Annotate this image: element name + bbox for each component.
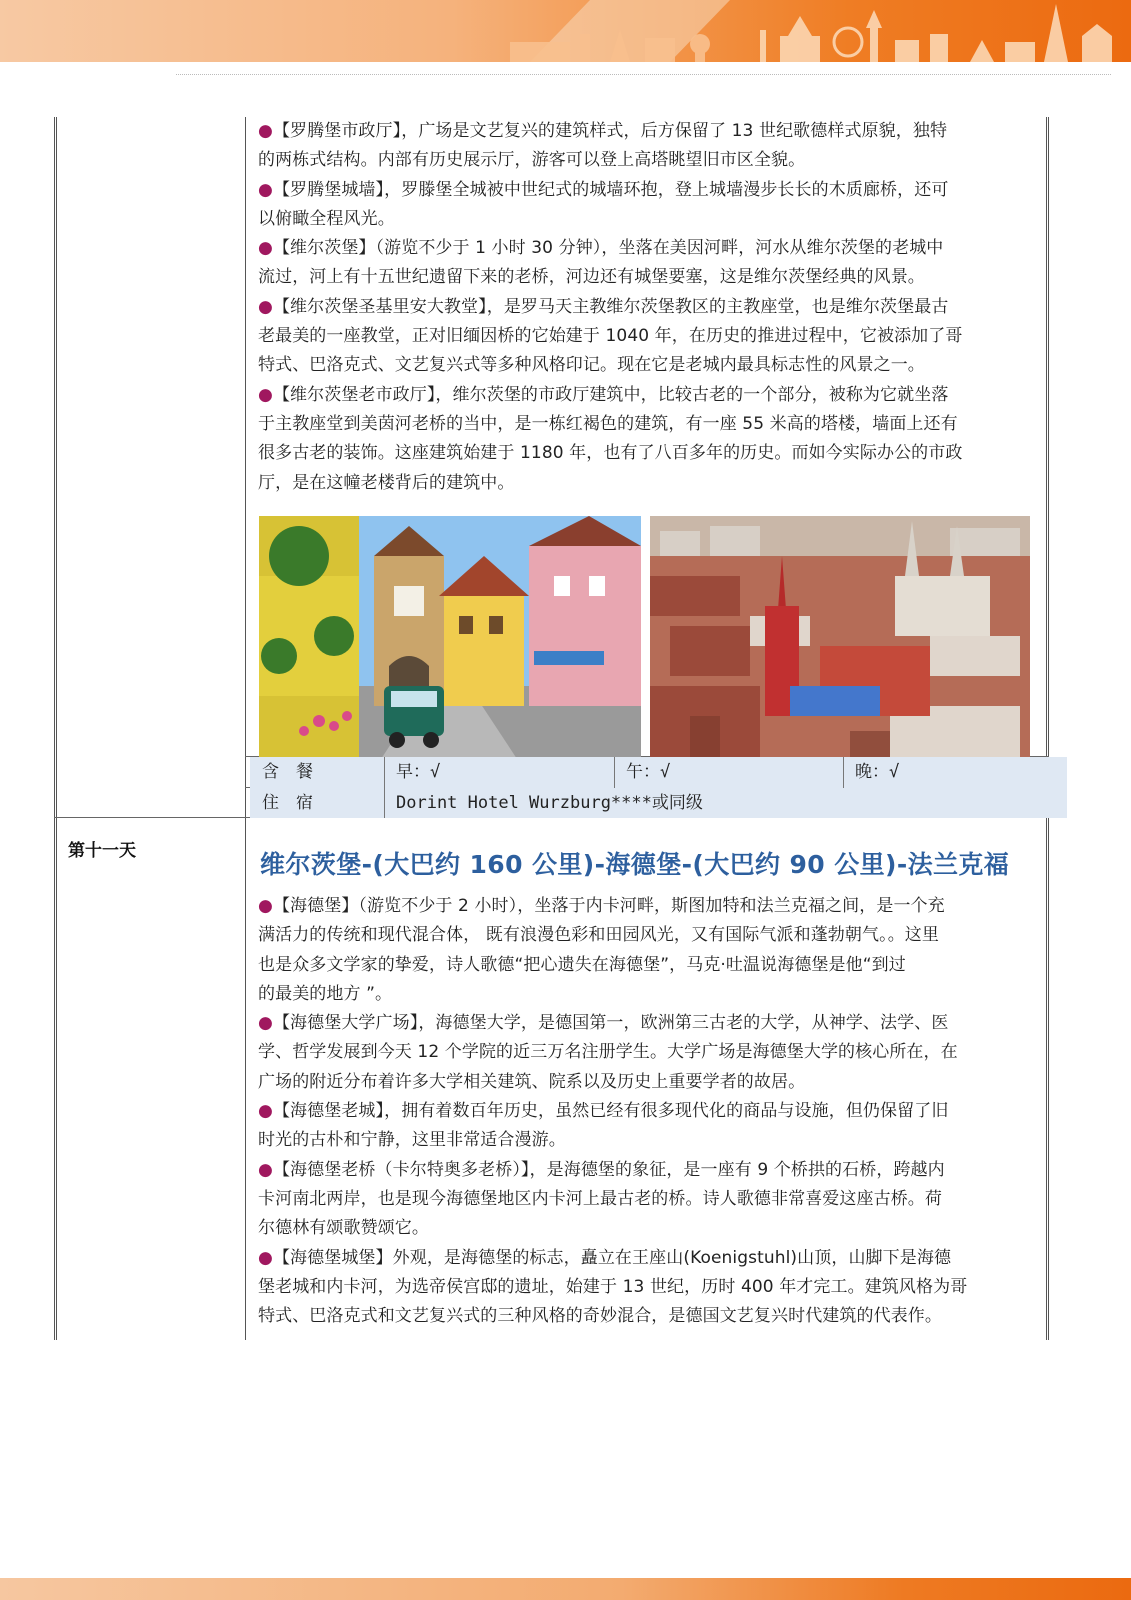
day11-attraction-list — [258, 892, 1064, 1331]
attraction-text: 于主教座堂到美茵河老桥的当中，是一栋红褐色的建筑，有一座 55 米高的塔楼，墙面上还有 — [258, 413, 958, 434]
bullet-icon: ● — [258, 179, 273, 200]
attraction-text: 【海德堡老桥（卡尔特奥多老桥）】，是海德堡的象征，是一座有 9 个桥拱的石桥，跨越内 — [272, 1159, 945, 1180]
attraction-text: 学、哲学发展到今天 12 个学院的近三万名注册学生。大学广场是海德堡大学的核心所在，在 — [258, 1042, 958, 1063]
wurzburg-cityscape-photo — [650, 516, 1030, 762]
bullet-icon: ● — [258, 384, 273, 405]
dinner-value: 晚：√ — [855, 762, 900, 782]
lodging-label: 住 宿 — [262, 793, 313, 813]
day10-attraction-list — [258, 117, 1064, 498]
meal-label: 含 餐 — [262, 762, 313, 782]
bullet-icon: ● — [258, 1247, 273, 1268]
day-label: 第十一天 — [68, 841, 136, 861]
attraction-text: 的最美的地方 ”。 — [258, 983, 393, 1004]
table-column-divider — [245, 117, 246, 1340]
attraction-text: 流过，河上有十五世纪遗留下来的老桥，河边还有城堡要塞，这是维尔茨堡经典的风景。 — [258, 267, 925, 288]
bullet-icon: ● — [258, 1159, 273, 1180]
attraction-text: 堡老城和内卡河，为选帝侯宫邸的遗址，始建于 13 世纪，历时 400 年才完工。建筑风格为哥 — [258, 1276, 968, 1297]
attraction-text: 【罗腾堡市政厅】，广场是文艺复兴的建筑样式，后方保留了 13 世纪歌德样式原貌，独特 — [272, 121, 948, 141]
day-route-title: 维尔茨堡-(大巴约 160 公里)-海德堡-(大巴约 90 公里)-法兰克福 — [260, 850, 1010, 879]
attraction-text: 老最美的一座教堂，正对旧缅因桥的它始建于 1040 年，在历史的推进过程中，它被添加了哥 — [258, 326, 963, 347]
list-item — [258, 1097, 1064, 1156]
bullet-icon: ● — [258, 1013, 273, 1034]
attraction-text: 厅，是在这幢老楼背后的建筑中。 — [258, 472, 515, 493]
bullet-icon: ● — [258, 121, 273, 141]
list-item — [258, 892, 1064, 1009]
lunch-value: 午：√ — [626, 762, 671, 782]
attraction-text: 特式、巴洛克式和文艺复兴式的三种风格的奇妙混合，是德国文艺复兴时代建筑的代表作。 — [258, 1306, 942, 1327]
attraction-text: 【海德堡大学广场】，海德堡大学，是德国第一，欧洲第三古老的大学，从神学、法学、医 — [272, 1013, 949, 1034]
attraction-text: 也是众多文学家的挚爱，诗人歌德“把心遗失在海德堡”，马克·吐温说海德堡是他“到过 — [258, 954, 906, 975]
attraction-text: 【维尔茨堡圣基里安大教堂】，是罗马天主教维尔茨堡教区的主教座堂，也是维尔茨堡最古 — [272, 296, 949, 317]
attraction-text: 满活力的传统和现代混合体， 既有浪漫色彩和田园风光，又有国际气派和蓬勃朝气。。这里 — [258, 925, 940, 946]
list-item — [258, 234, 1064, 293]
footer-bar — [0, 1578, 1131, 1600]
bullet-icon: ● — [258, 896, 273, 916]
breakfast-value: 早：√ — [396, 762, 441, 782]
lodging-row — [250, 788, 1067, 818]
attraction-text: 卡河南北两岸，也是现今海德堡地区内卡河上最古老的桥。诗人歌德非常喜爱这座古桥。荷 — [258, 1188, 942, 1209]
attraction-text: 特式、巴洛克式、文艺复兴式等多种风格印记。现在它是老城内最具标志性的风景之一。 — [258, 355, 925, 376]
bullet-icon: ● — [258, 296, 273, 317]
list-item — [258, 176, 1064, 235]
table-left-border — [54, 117, 58, 1340]
list-item — [258, 117, 1064, 176]
attraction-text: 尔德林有颂歌赞颂它。 — [258, 1218, 429, 1239]
bullet-icon: ● — [258, 1101, 273, 1122]
attraction-text: 【海德堡城堡】外观，是海德堡的标志，矗立在王座山(Koenigstuhl)山顶，山脚下是海德 — [272, 1247, 952, 1268]
attraction-text: 广场的附近分布着许多大学相关建筑、院系以及历史上重要学者的故居。 — [258, 1071, 806, 1092]
hotel-name: Dorint Hotel Wurzburg****或同级 — [396, 793, 703, 813]
attraction-text: 以俯瞰全程风光。 — [258, 208, 395, 229]
attraction-text: 【维尔茨堡】（游览不少于 1 小时 30 分钟），坐落在美因河畔，河水从维尔茨堡的老城中 — [272, 238, 944, 259]
attraction-text: 【海德堡】（游览不少于 2 小时），坐落于内卡河畔，斯图加特和法兰克福之间，是一个充 — [272, 896, 945, 916]
list-item — [258, 1009, 1064, 1097]
header-divider — [176, 74, 1111, 75]
bullet-icon: ● — [258, 238, 273, 259]
attraction-text: 很多古老的装饰。这座建筑始建于 1180 年，也有了八百多年的历史。而如今实际办公的市政 — [258, 443, 963, 464]
attraction-text: 的两栋式结构。内部有历史展示厅，游客可以登上高塔眺望旧市区全貌。 — [258, 150, 806, 171]
list-item — [258, 293, 1064, 381]
attraction-text: 【海德堡老城】，拥有着数百年历史，虽然已经有很多现代化的商品与设施，但仍保留了旧 — [272, 1101, 949, 1122]
attraction-text: 【罗腾堡城墙】，罗滕堡全城被中世纪式的城墙环抱，登上城墙漫步长长的木质廊桥，还可 — [272, 179, 949, 200]
list-item — [258, 1156, 1064, 1244]
skyline-decoration-icon — [470, 0, 1131, 62]
meal-row — [250, 757, 1067, 788]
header-banner — [0, 0, 1131, 62]
list-item — [258, 1244, 1064, 1332]
attraction-text: 时光的古朴和宁静，这里非常适合漫游。 — [258, 1130, 566, 1151]
attraction-text: 【维尔茨堡老市政厅】，维尔茨堡的市政厅建筑中，比较古老的一个部分，被称为它就坐落 — [272, 384, 949, 405]
rothenburg-street-photo — [259, 516, 641, 762]
list-item — [258, 381, 1064, 498]
